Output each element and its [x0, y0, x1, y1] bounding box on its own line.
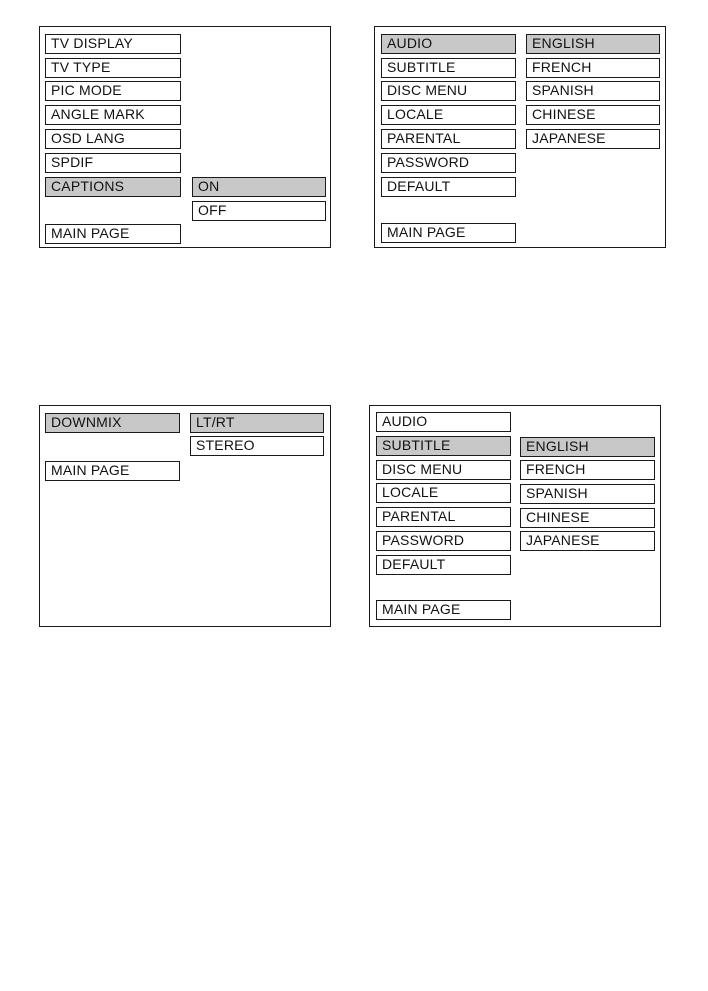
menu-item-locale[interactable]: LOCALE: [376, 483, 511, 503]
menu-item-password[interactable]: PASSWORD: [381, 153, 516, 173]
menu-item-tv-display[interactable]: TV DISPLAY: [45, 34, 181, 54]
option-english[interactable]: ENGLISH: [526, 34, 660, 54]
menu-item-subtitle[interactable]: SUBTITLE: [381, 58, 516, 78]
setup-panel-preference-subtitle: [369, 405, 661, 627]
menu-item-password[interactable]: PASSWORD: [376, 531, 511, 551]
menu-item-osd-lang[interactable]: OSD LANG: [45, 129, 181, 149]
setup-panel-preference-audio: [374, 26, 666, 248]
menu-item-disc-menu[interactable]: DISC MENU: [376, 460, 511, 480]
option-english[interactable]: ENGLISH: [520, 437, 655, 457]
menu-item-downmix[interactable]: DOWNMIX: [45, 413, 180, 433]
menu-item-captions[interactable]: CAPTIONS: [45, 177, 181, 197]
menu-item-angle-mark[interactable]: ANGLE MARK: [45, 105, 181, 125]
option-chinese[interactable]: CHINESE: [526, 105, 660, 125]
menu-item-disc-menu[interactable]: DISC MENU: [381, 81, 516, 101]
option-lt-rt[interactable]: LT/RT: [190, 413, 324, 433]
menu-item-parental[interactable]: PARENTAL: [376, 507, 511, 527]
option-on[interactable]: ON: [192, 177, 326, 197]
option-japanese[interactable]: JAPANESE: [520, 531, 655, 551]
option-spanish[interactable]: SPANISH: [526, 81, 660, 101]
main-page-button[interactable]: MAIN PAGE: [45, 461, 180, 481]
menu-item-default[interactable]: DEFAULT: [381, 177, 516, 197]
option-spanish[interactable]: SPANISH: [520, 484, 655, 504]
menu-item-parental[interactable]: PARENTAL: [381, 129, 516, 149]
main-page-button[interactable]: MAIN PAGE: [381, 223, 516, 243]
setup-panel-general: [39, 26, 331, 248]
option-stereo[interactable]: STEREO: [190, 436, 324, 456]
menu-item-spdif[interactable]: SPDIF: [45, 153, 181, 173]
menu-item-audio[interactable]: AUDIO: [376, 412, 511, 432]
option-french[interactable]: FRENCH: [520, 460, 655, 480]
menu-item-audio[interactable]: AUDIO: [381, 34, 516, 54]
menu-item-pic-mode[interactable]: PIC MODE: [45, 81, 181, 101]
menu-item-tv-type[interactable]: TV TYPE: [45, 58, 181, 78]
main-page-button[interactable]: MAIN PAGE: [376, 600, 511, 620]
option-off[interactable]: OFF: [192, 201, 326, 221]
menu-item-locale[interactable]: LOCALE: [381, 105, 516, 125]
option-french[interactable]: FRENCH: [526, 58, 660, 78]
setup-panel-audio-downmix: [39, 405, 331, 627]
option-chinese[interactable]: CHINESE: [520, 508, 655, 528]
menu-item-subtitle[interactable]: SUBTITLE: [376, 436, 511, 456]
menu-item-default[interactable]: DEFAULT: [376, 555, 511, 575]
option-japanese[interactable]: JAPANESE: [526, 129, 660, 149]
main-page-button[interactable]: MAIN PAGE: [45, 224, 181, 244]
